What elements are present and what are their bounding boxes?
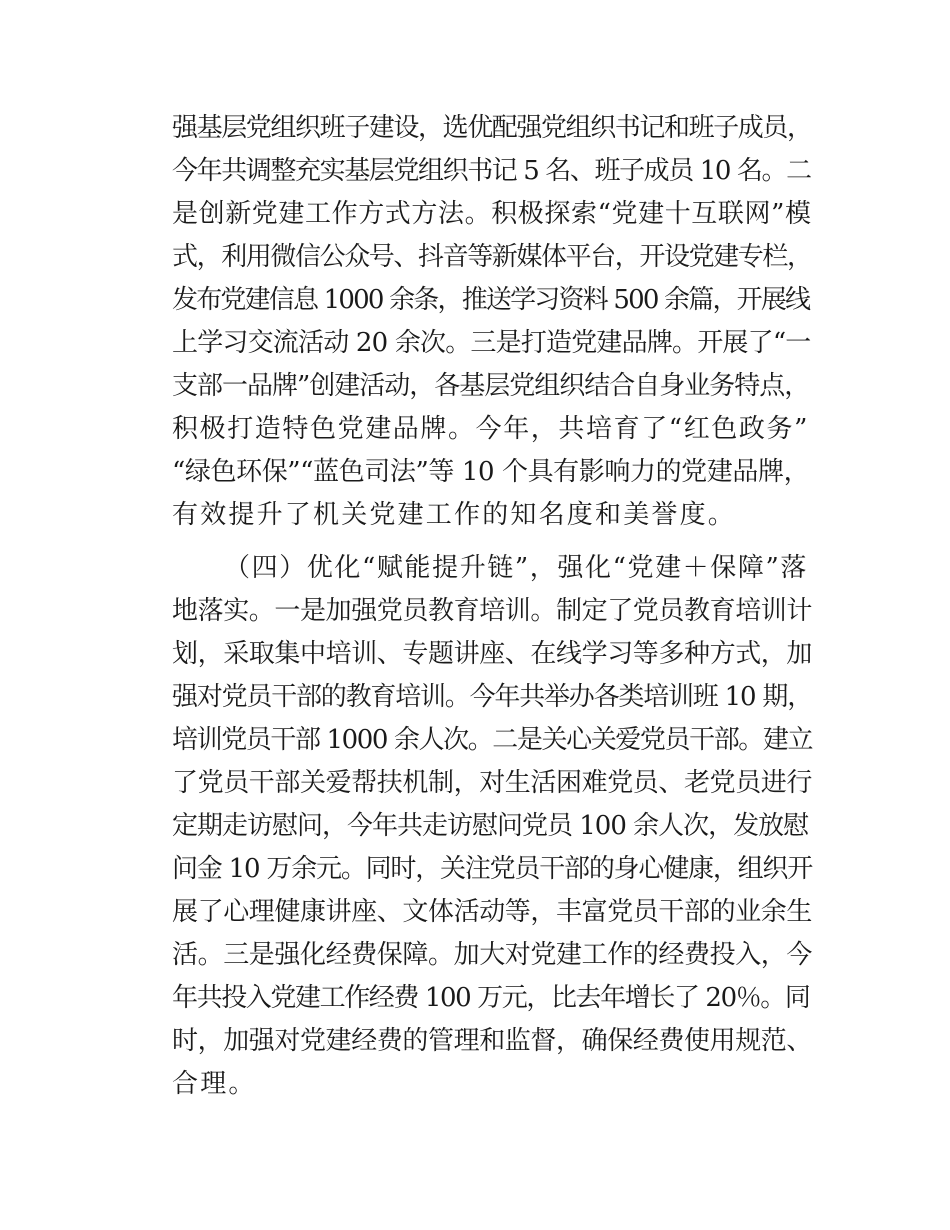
- text-line: （四）优化“赋能提升链”，强化“党建＋保障”落: [224, 553, 808, 583]
- text-line: “绿色环保”“蓝色司法”等 10 个具有影响力的党建品牌，: [172, 457, 810, 487]
- text-line: 强基层党组织班子建设，选优配强党组织书记和班子成员，: [172, 113, 812, 143]
- text-line: 定期走访慰问，今年共走访慰问党员 100 余人次，发放慰: [172, 811, 809, 841]
- text-line: 问金 10 万余元。同时，关注党员干部的身心健康，组织开: [172, 854, 813, 884]
- text-line: 有效提升了机关党建工作的知名度和美誉度。: [172, 500, 737, 530]
- text-line: 积极打造特色党建品牌。今年，共培育了“红色政务”: [172, 414, 809, 444]
- text-line: 年共投入党建工作经费 100 万元，比去年增长了 20％。同: [172, 983, 810, 1013]
- text-line: 强对党员干部的教育培训。今年共举办各类培训班 10 期，: [172, 682, 813, 712]
- text-line: 合理。: [172, 1069, 257, 1099]
- text-line: 上学习交流活动 20 余次。三是打造党建品牌。开展了“一: [172, 328, 811, 358]
- text-line: 是创新党建工作方式方法。积极探索“党建十互联网”模: [172, 199, 812, 229]
- text-line: 地落实。一是加强党员教育培训。制定了党员教育培训计: [172, 596, 813, 626]
- text-line: 式，利用微信公众号、抖音等新媒体平台，开设党建专栏，: [172, 242, 812, 272]
- text-line: 划，采取集中培训、专题讲座、在线学习等多种方式，加: [172, 639, 813, 669]
- text-line: 今年共调整充实基层党组织书记 5 名、班子成员 10 名。二: [172, 156, 811, 186]
- text-line: 展了心理健康讲座、文体活动等，丰富党员干部的业余生: [172, 897, 813, 927]
- text-line: 发布党建信息 1000 余条，推送学习资料 500 余篇，开展线: [172, 285, 810, 315]
- text-line: 培训党员干部 1000 余人次。二是关心关爱党员干部。建立: [172, 725, 813, 755]
- text-line: 了党员干部关爱帮扶机制，对生活困难党员、老党员进行: [172, 768, 813, 798]
- text-line: 支部一品牌”创建活动，各基层党组织结合自身业务特点，: [172, 371, 810, 401]
- text-line: 活。三是强化经费保障。加大对党建工作的经费投入，今: [172, 940, 813, 970]
- text-line: 时，加强对党建经费的管理和监督，确保经费使用规范、: [172, 1026, 813, 1056]
